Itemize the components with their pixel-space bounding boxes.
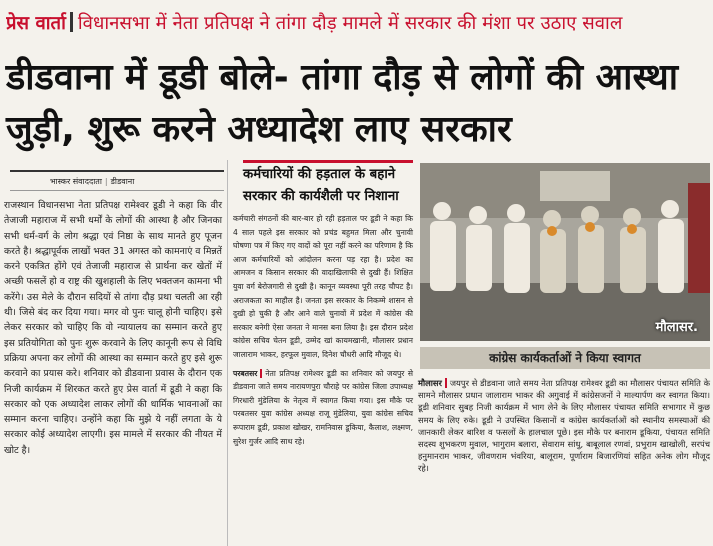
news-photo xyxy=(420,163,710,341)
side-story-heading: कर्मचारियों की हड़ताल के बहाने सरकार की कार्यशैली पर निशाना xyxy=(243,160,413,208)
side-story xyxy=(233,212,413,448)
photo-illustration xyxy=(420,163,710,341)
main-story-text: राजस्थान विधानसभा नेता प्रतिपक्ष रामेश्वर डूडी ने कहा कि वीर तेजाजी महाराज में सभी धर्मों के लोगों की आस्था है और जिनका सभी धर्म-वर्ग के लोग श्रद्धा एवं निष्ठा के साथ मानते हुए पूजन करते है। श्रद्धापूर्वक लाखों भक्त 31 अगस्त को कामनाएं व मिन्नतें करने एकत्रित होंगे एवं तेजाजी महाराज से प्रार्थना कर खेतों में अच्छी फसलें हो व राष्ट्र की खुशहाली के लिए भक्तजन कामना भी करेंगे। उस मेले के दौरान सदियों से तांगा दौड़ प्रथा चलती आ रही थी। जिसे बंद कर दिया गया। मगर वो पुनः चालू होनी चाहिए। इसे लेकर सरकार को चाहिए कि वो न्यायालय का सम्मान करते हुए इस प्रतियोगिता को पुनः शुरू करवाने के लिए कानूनी रूप से विधि प्रक्रिया अपना कर लोगों की आस्था का सम्मान करते हुए इसे शुरू करवाने का प्रयास करे। शनिवार को डीडवाना प्रवास के दौरान एक निजी कार्यक्रम में शिरकत करते हुए प्रेस वार्ता में डूडी ने कहा कि सरकार को एक अध्यादेश लाकर लोगों की धार्मिक भावनाओं का सम्मान करना चाहिए। उन्होंने कहा कि मुझे ये नहीं लगता के ये सरकार कोई अध्यादेश लाएगी। इस मामले में सरकार की नीयत में खोट है। xyxy=(4,200,222,456)
side-story-paragraph-1: कर्मचारी संगठनों की बार-बार हो रही हड़ताल पर डूडी ने कहा कि 4 साल पहले इस सरकार को प्रचंड बहुमत मिला और चुनावी घोषणा पत्र में किए गए वादों को पूरा नहीं करने का परिणाम है कि आज कर्मचारियों को आंदोलन करना पड़ रहा है। प्रदेश का आमजन व किसान सरकार की वादाखिलाफी से दुखी हैं। शिक्षित युवा वर्ग बेरोजगारी से दुखी है। कानून व्यवस्था पूरी तरह चौपट है। अराजकता का माहौल है। जनता इस सरकार के निकम्मे शासन से दुखी हो चुकी है और आने वाले चुनावों में प्रदेश में कांग्रेस की सरकार बनेगी ऐसा जनता ने मानस बना लिया है। इस दौरान प्रदेश कांग्रेस सचिव चेतन डूडी, उम्मेद खां कायमखानी, मौलासर प्रधान जालाराम भाकर, हरफूल मुवाल, दिनेश चौधरी आदि मौजूद थे। xyxy=(233,214,413,359)
byline-separator: | xyxy=(104,177,108,186)
welcome-dateline-tag: मौलासर xyxy=(418,378,447,388)
column-divider xyxy=(227,160,228,546)
main-headline: डीडवाना में डूडी बोले- तांगा दौड़ से लोगों की आस्था जुड़ी, शुरू करने अध्यादेश लाए सरकार xyxy=(6,57,679,150)
side-story-paragraph-2-wrap xyxy=(233,367,413,449)
byline-place: डीडवाना xyxy=(110,177,135,186)
kicker-label: प्रेस वार्ता xyxy=(6,13,66,34)
byline-source: भास्कर संवाददाता xyxy=(50,177,102,186)
kicker-text: विधानसभा में नेता प्रतिपक्ष ने तांगा दौड़ मामले में सरकार की मंशा पर उठाए सवाल xyxy=(77,13,623,34)
byline xyxy=(10,170,224,191)
welcome-story-text: जयपुर से डीडवाना जाते समय नेता प्रतिपक्ष रामेश्वर डूडी का मौलासर पंचायत समिति के सामने मौलासर प्रधान जालाराम भाकर की अगुवाई में कांग्रेसजनों ने माल्यार्पण कर स्वागत किया। डूडी शनिवार सुबह निजी कार्यक्रम में भाग लेने के लिए मौलासर पंचायत समिति सभागार में कुछ समय के लिए रुके। डूडी ने उपस्थित किसानों व कांग्रेस कार्यकर्ताओं को स्थानीय समस्याओं की जानकारी लेकर बारिश व फसलों के हालचाल पूछे। इस मौके पर बनाराम डूकिया, पंचायत समिति सदस्य शुभकरण मुवाल, भागुराम बलारा, सेवाराम सांधु, बाबूलाल रणवां, प्रभुराम खाखोली, सरपंच हनुमानराम भाकर, जीवणराम भंवरिया, बालूराम, पूर्णाराम बिजारणियां सहित अनेक लोग मौजूद रहे। xyxy=(418,378,710,474)
dateline-tag: परबतसर xyxy=(233,369,262,378)
kicker-divider xyxy=(70,12,73,32)
photo-credit: मौलासर. xyxy=(655,320,698,335)
photo-caption: कांग्रेस कार्यकर्ताओं ने किया स्वागत xyxy=(420,347,710,369)
side-story-paragraph-2: नेता प्रतिपक्ष रामेश्वर डूडी का शनिवार को जयपुर से डीडवाना जाते समय नारायणपुरा चौराहे पर कांग्रेस जिला उपाध्यक्ष गिरधारी मुंडेलिया के नेतृत्व में स्वागत किया गया। इस मौके पर परबतसर युवा कांग्रेस अध्यक्ष राजू मुंडेलिया, युवा कांग्रेस सचिव रूपाराम डूडी, प्रकाश खोखर, रामनिवास डूकिया, कैलाश, लक्ष्मण, सुरेश गुर्जर आदि साथ रहे। xyxy=(233,368,413,446)
welcome-story xyxy=(418,377,710,475)
kicker-line xyxy=(6,8,709,40)
